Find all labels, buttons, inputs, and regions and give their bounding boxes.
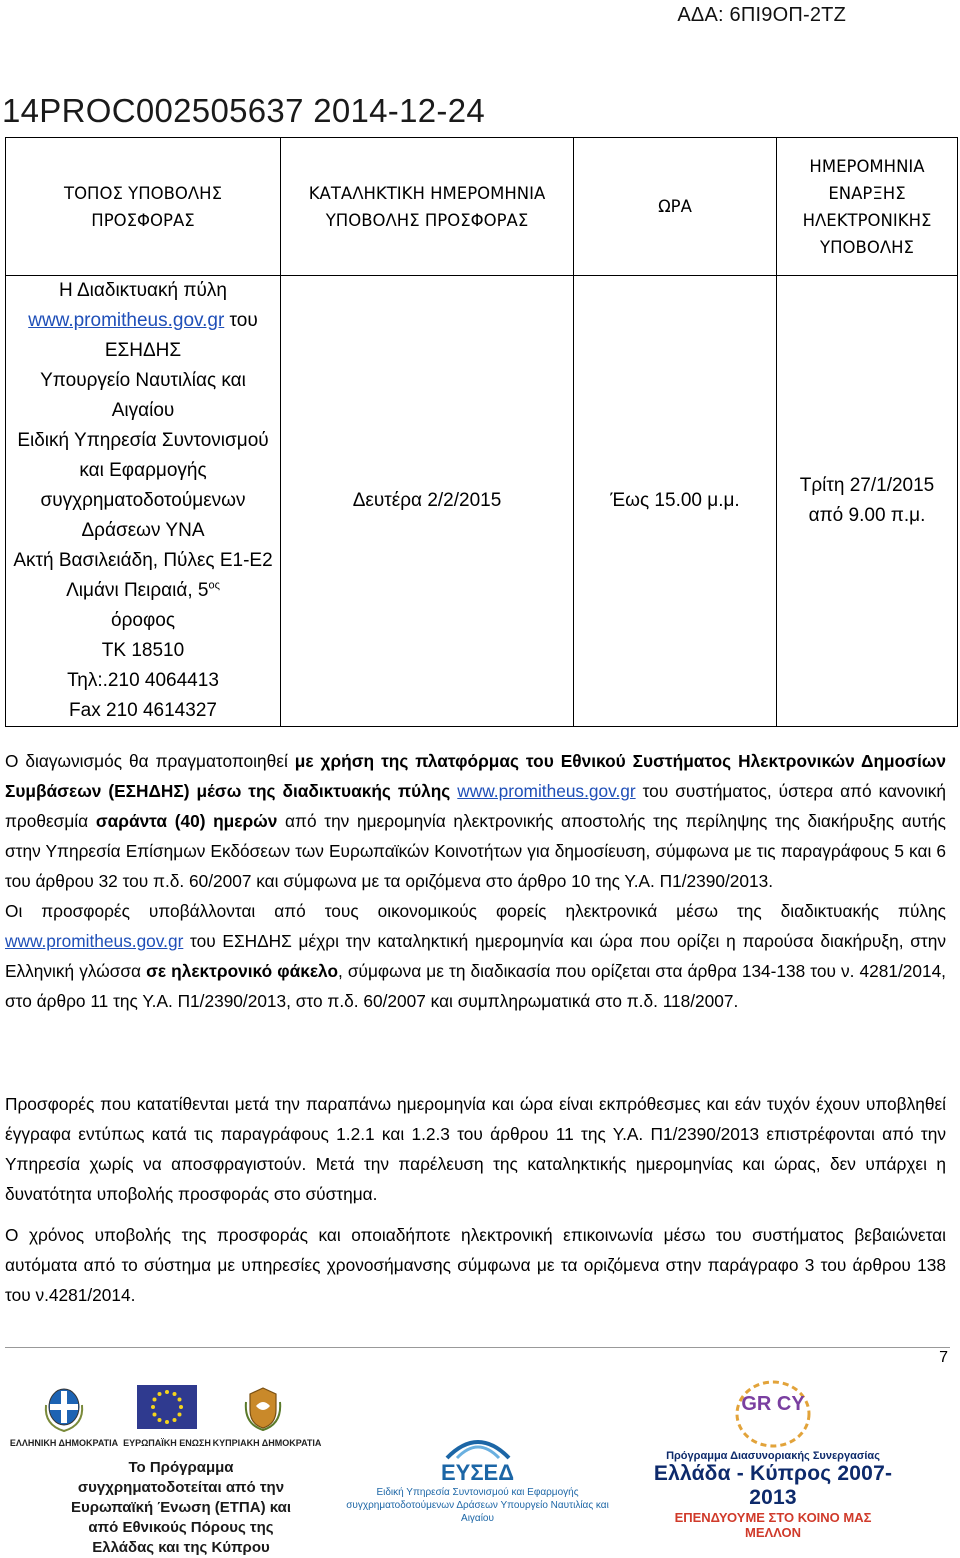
floor-superscript: ος <box>208 579 220 592</box>
place-line: Ειδική Υπηρεσία Συντονισμού και Εφαρμογής συγχρηματοδοτούμενων Δράσεων ΥΝΑ <box>17 430 269 541</box>
place-line: Υπουργείο Ναυτιλίας και Αιγαίου <box>40 370 246 421</box>
grcy-motto: ΕΠΕΝΔΥΟΥΜΕ ΣΤΟ ΚΟΙΝΟ ΜΑΣ ΜΕΛΛΟΝ <box>674 1510 872 1540</box>
bold-text: με χρήση της πλατφόρμας του Εθνικού Συστήματος Ηλεκτρονικών Δημοσίων Συμβάσεων (ΕΣΗΔΗΣ) μέσω της διαδικτυακής πύλης <box>5 751 946 801</box>
table-header-row <box>6 138 958 276</box>
logo-caption: ΕΥΡΩΠΑΪΚΗ ΕΝΩΣΗ <box>123 1438 211 1448</box>
grcy-top: Πρόγραμμα Διασυνοριακής Συνεργασίας <box>666 1450 880 1462</box>
footer-divider <box>5 1347 950 1348</box>
ada-code: ΑΔΑ: 6ΠΙ9ΟΠ-2ΤΖ <box>677 4 846 26</box>
header-start: ΗΜΕΡΟΜΗΝΙΑ ΕΝΑΡΞΗΣ ΗΛΕΚΤΡΟΝΙΚΗΣ ΥΠΟΒΟΛΗΣ <box>777 138 958 276</box>
esyd-name: ΕΥΣΕΔ <box>440 1460 515 1485</box>
start-date: Τρίτη 27/1/2015 <box>799 475 935 496</box>
text: Οι προσφορές υποβάλλονται από τους οικονομικούς φορείς ηλεκτρονικά μέσω της διαδικτυακής πύλης <box>5 901 946 921</box>
place-line: όροφος <box>111 610 175 631</box>
text: από την ημερομηνία ηλεκτρονικής αποστολής της περίληψης της διακήρυξης αυτής στην Υπηρεσία Επίσημων Εκδόσεων των Ευρωπαϊκών Κοινοτήτων για δημοσίευση, σύμφωνα με τις παραγράφους 5 και 6 του άρθρου 32 του π.δ. 60/2007 και σύμφωνα με τα οριζόμενα στο άρθρο 10 της Υ.Α. Π1/2390/2013. <box>5 811 946 891</box>
place-line: ΕΣΗΔΗΣ <box>104 340 182 361</box>
eu-flag-icon <box>137 1385 197 1429</box>
page-number: 7 <box>939 1349 948 1366</box>
esyd-subtitle: Ειδική Υπηρεσία Συντονισμού και Εφαρμογής συγχρηματοδοτούμενων Δράσεων Υπουργείο Ναυτιλίας και Αιγαίου <box>346 1487 609 1524</box>
paragraph-late-offers: Προσφορές που κατατίθενται μετά την παραπάνω ημερομηνία και ώρα είναι εκπρόθεσμες και εάν τυχόν έχουν υποβληθεί έγγραφα εντύπως κατά τις παραγράφους 1.2.1 και 1.2.3 του άρθρου 11 της Υ.Α. Π1/2390/2013 επιστρέφονται από την Υπηρεσία χωρίς να αποσφραγιστούν. Μετά την παρέλευση της καταληκτικής ημερομηνίας και ώρας, δεν υπάρχει η δυνατότητα υποβολής προσφοράς στο σύστημα. <box>5 1094 946 1204</box>
procurement-id: 14PROC002505637 2014-12-24 <box>2 92 485 129</box>
grcy-block <box>648 1450 898 1540</box>
greek-emblem-icon <box>40 1385 88 1433</box>
deadline-cell: Δευτέρα 2/2/2015 <box>281 276 574 727</box>
place-line: ΤΚ 18510 <box>101 640 185 661</box>
promitheus-link[interactable]: www.promitheus.gov.gr <box>457 781 636 801</box>
place-line: Η Διαδικτυακή πύλη <box>59 280 227 301</box>
promitheus-link[interactable]: www.promitheus.gov.gr <box>5 931 184 951</box>
logo-caption: ΚΥΠΡΙΑΚΗ ΔΗΜΟΚΡΑΤΙΑ <box>212 1438 322 1448</box>
paragraph-procedure <box>5 746 946 1016</box>
bold-text: σαράντα (40) ημερών <box>95 811 278 831</box>
place-cell <box>6 276 281 727</box>
place-line: του <box>224 310 258 331</box>
grcy-logo-icon <box>733 1378 813 1450</box>
grcy-main: Ελλάδα - Κύπρος 2007-2013 <box>653 1462 893 1509</box>
logo-caption: ΕΛΛΗΝΙΚΗ ΔΗΜΟΚΡΑΤΙΑ <box>9 1438 119 1448</box>
promitheus-link[interactable]: www.promitheus.gov.gr <box>28 310 225 331</box>
program-statement: Το Πρόγραμμα συγχρηματοδοτείται από την Ευρωπαϊκή Ένωση (ΕΤΠΑ) και από Εθνικούς Πόρους της Ελλάδας και της Κύπρου <box>70 1459 292 1556</box>
cyprus-emblem-icon <box>240 1384 286 1432</box>
header-deadline: ΚΑΤΑΛΗΚΤΙΚΗ ΗΜΕΡΟΜΗΝΙΑ ΥΠΟΒΟΛΗΣ ΠΡΟΣΦΟΡΑΣ <box>281 138 574 276</box>
start-cell <box>777 276 958 727</box>
bold-text: σε ηλεκτρονικό φάκελο <box>146 961 338 981</box>
header-time: ΩΡΑ <box>574 138 777 276</box>
text: του ΕΣΗΔΗΣ μέχρι την καταληκτική ημερομηνία και ώρα που ορίζει η παρούσα διακήρυξη, στην Ελληνική γλώσσα <box>5 931 946 981</box>
header-place: ΤΟΠΟΣ ΥΠΟΒΟΛΗΣ ΠΡΟΣΦΟΡΑΣ <box>6 138 281 276</box>
text: του συστήματος, ύστερα από κανονική προθεσμία <box>5 781 947 831</box>
submission-table <box>5 137 958 727</box>
text: , σύμφωνα με τη διαδικασία που ορίζεται στα άρθρα 134-138 του ν. 4281/2014, στο άρθρο 11 της Υ.Α. Π1/2390/2013, στο π.δ. 60/2007 και συμπληρωματικά στο π.δ. 118/2007. <box>5 961 946 1011</box>
grcy-logo-text: GR CY <box>741 1393 805 1415</box>
text: Ο διαγωνισμός θα πραγματοποιηθεί <box>5 751 295 771</box>
start-time: από 9.00 π.μ. <box>808 505 926 526</box>
paragraph-timestamp: Ο χρόνος υποβολής της προσφοράς και οποιαδήποτε ηλεκτρονική επικοινωνία μέσω του συστήματος βεβαιώνεται αυτόματα από το σύστημα με υπηρεσίες χρονοσήμανσης σύμφωνα με τα οριζόμενα στην παράγραφο 3 του άρθρου 138 του ν.4281/2014. <box>5 1225 946 1305</box>
table-row <box>6 276 958 727</box>
esyd-logo-icon <box>443 1432 513 1462</box>
esyd-block <box>335 1460 620 1525</box>
place-line: Ακτή Βασιλειάδη, Πύλες Ε1-Ε2 Λιμάνι Πειραιά, 5 <box>13 550 273 601</box>
place-line: Τηλ:.210 4064413 <box>67 670 219 691</box>
time-cell: Έως 15.00 μ.μ. <box>574 276 777 727</box>
place-line: Fax 210 4614327 <box>69 700 217 721</box>
